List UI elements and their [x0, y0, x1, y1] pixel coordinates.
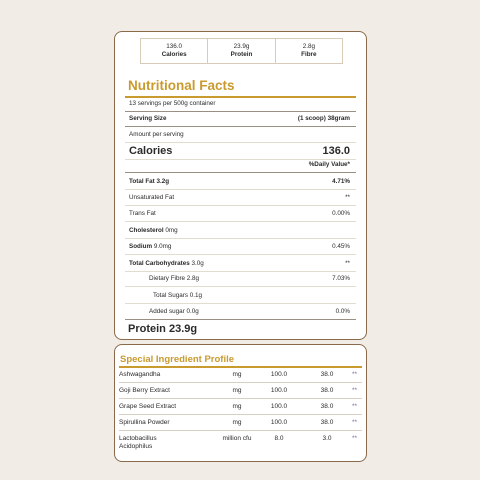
divider	[125, 189, 356, 190]
nutrient-row-sodium	[129, 243, 350, 251]
nutrient-row-added-sugar	[129, 308, 350, 316]
facts-title: Nutritional Facts	[128, 78, 235, 93]
profile-title: Special Ingredient Profile	[120, 354, 235, 365]
ingredient-amount-per-serving: 38.0	[320, 419, 334, 426]
nutrient-label: Trans Fat	[129, 210, 156, 217]
nutrient-amount: 9.0mg	[153, 243, 172, 250]
nutrient-dv: 0.45%	[332, 243, 350, 250]
amount-per-serving-row	[129, 131, 350, 139]
nutrient-amount: 0mg	[165, 227, 178, 234]
ingredient-amount: 100.0	[270, 387, 288, 394]
summary-fibre-label: Fibre	[301, 51, 317, 58]
nutrient-dv: 0.0%	[335, 308, 350, 315]
calories-label: Calories	[129, 145, 173, 157]
divider	[119, 414, 362, 415]
serving-size-value: (1 scoop) 38gram	[297, 115, 350, 122]
divider	[125, 159, 356, 160]
amount-per-serving: Amount per serving	[129, 131, 184, 138]
ingredient-amount: 8.0	[274, 435, 284, 442]
nutrient-row-trans-fat	[129, 210, 350, 218]
ingredient-amount: 100.0	[270, 403, 288, 410]
ingredient-unit: million cfu	[222, 435, 252, 442]
ingredient-amount-per-serving: 3.0	[322, 435, 332, 442]
protein-value: 23.9g	[168, 323, 198, 335]
serving-size-row	[129, 115, 350, 123]
title-divider	[125, 96, 356, 98]
nutrient-dv: 4.71%	[332, 178, 350, 185]
protein-label: Protein	[128, 323, 166, 335]
nutrient-amount: 0.0g	[186, 308, 199, 315]
nutrient-amount: 0.1g	[189, 292, 203, 299]
nutrient-row-total-sugars	[129, 292, 350, 300]
summary-fibre-value: 2.8g	[302, 43, 315, 50]
profile-title-divider	[119, 366, 362, 368]
nutrient-dv: **	[345, 194, 350, 201]
divider	[125, 254, 356, 255]
summary-calories	[141, 39, 207, 63]
nutrient-label: Total Sugars	[153, 292, 189, 299]
divider	[119, 398, 362, 399]
divider	[125, 303, 356, 304]
servings-text: 13 servings per 500g container	[129, 100, 216, 107]
ingredient-dv: **	[352, 403, 358, 410]
nutrient-amount: 2.8g	[186, 275, 200, 282]
summary-calories-value: 136.0	[166, 43, 183, 50]
divider	[125, 111, 356, 112]
divider	[119, 430, 362, 431]
daily-value-header: %Daily Value*	[308, 161, 350, 168]
nutrient-row-dietary-fibre	[129, 275, 350, 283]
ingredient-amount-per-serving: 38.0	[320, 371, 334, 378]
calories-value: 136.0	[322, 145, 350, 157]
nutrient-row-unsaturated-fat	[129, 194, 350, 202]
ingredient-name: Ashwagandha	[119, 371, 161, 378]
divider	[125, 286, 356, 287]
ingredient-dv: **	[352, 387, 358, 394]
nutrient-label: Total Fat	[129, 178, 155, 185]
nutrient-label: Dietary Fibre	[149, 275, 186, 282]
divider	[119, 382, 362, 383]
summary-protein	[207, 39, 274, 63]
nutrient-amount: 3.0g	[191, 260, 204, 267]
divider	[125, 142, 356, 143]
divider	[125, 126, 356, 127]
nutrient-label: Unsaturated Fat	[129, 194, 175, 201]
summary-protein-value: 23.9g	[233, 43, 250, 50]
ingredient-dv: **	[352, 371, 358, 378]
ingredient-profile-card	[114, 344, 367, 462]
servings-row	[129, 100, 350, 108]
ingredient-name: Lactobacillus Acidophilus	[119, 435, 157, 450]
ingredient-unit: mg	[232, 371, 242, 378]
nutrient-label: Total Carbohydrates	[129, 260, 190, 267]
nutrient-row-total-carbohydrates	[129, 260, 350, 268]
nutrient-label: Sodium	[129, 243, 153, 250]
ingredient-dv: **	[352, 419, 358, 426]
summary-protein-label: Protein	[230, 51, 253, 58]
nutrient-label: Cholesterol	[129, 227, 164, 234]
ingredient-amount: 100.0	[270, 419, 288, 426]
divider	[125, 205, 356, 206]
nutrient-row-cholesterol	[129, 227, 350, 235]
divider	[125, 238, 356, 239]
divider	[125, 271, 356, 272]
ingredient-name: Goji Berry Extract	[119, 387, 170, 394]
summary-calories-label: Calories	[161, 51, 187, 58]
ingredient-unit: mg	[232, 387, 242, 394]
daily-value-header-row	[129, 161, 350, 169]
nutrient-row-total-fat	[129, 178, 350, 186]
nutrition-facts-card	[114, 31, 367, 340]
calories-row	[129, 145, 350, 158]
ingredient-amount: 100.0	[270, 371, 288, 378]
nutrient-label: Added sugar	[149, 308, 185, 315]
ingredient-unit: mg	[232, 403, 242, 410]
ingredient-amount-per-serving: 38.0	[320, 403, 334, 410]
divider	[125, 221, 356, 222]
divider	[125, 319, 356, 320]
ingredient-amount-per-serving: 38.0	[320, 387, 334, 394]
ingredient-dv: **	[352, 435, 358, 442]
nutrient-dv: **	[345, 260, 350, 267]
summary-strip	[140, 38, 343, 64]
summary-fibre	[275, 39, 342, 63]
ingredient-name: Spirullina Powder	[119, 419, 170, 426]
nutrient-dv: 0.00%	[332, 210, 350, 217]
nutrient-dv: 7.03%	[332, 275, 350, 282]
protein-row	[128, 323, 350, 336]
ingredient-name: Grape Seed Extract	[119, 403, 177, 410]
divider	[125, 172, 356, 173]
ingredient-unit: mg	[232, 419, 242, 426]
nutrient-amount: 3.2g	[156, 178, 170, 185]
serving-size-label: Serving Size	[129, 115, 167, 122]
